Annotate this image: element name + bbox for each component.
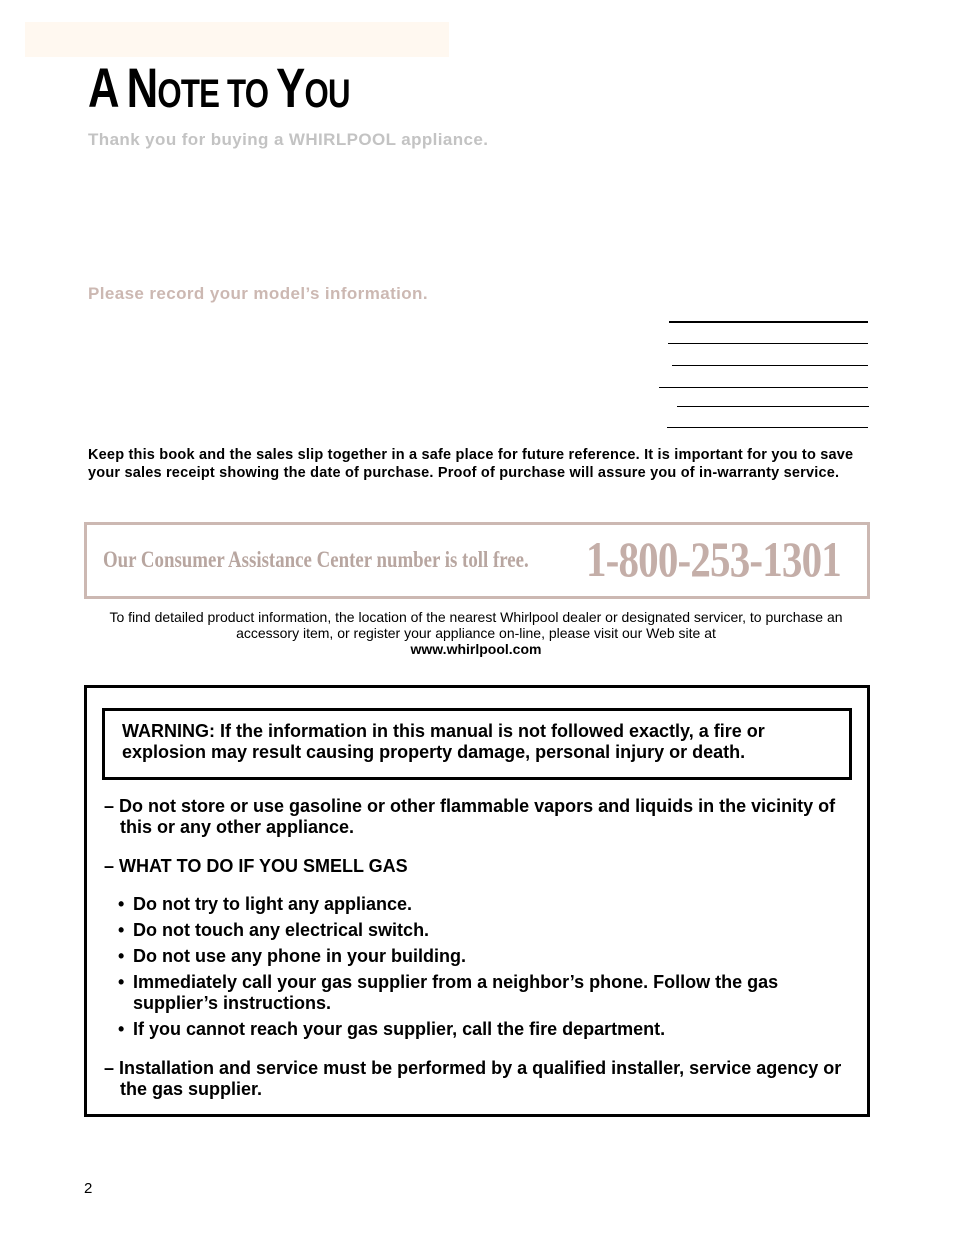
record-line[interactable] — [669, 321, 868, 323]
web-url-link[interactable]: www.whirlpool.com — [410, 641, 542, 657]
bullet-icon: • — [118, 972, 125, 992]
warning-headline-box — [102, 708, 852, 780]
consumer-assistance-callout — [84, 522, 870, 599]
keep-book-notice: Keep this book and the sales slip together in a safe place for future reference. It is important for you to save your sales receipt showing the date of purchase. Proof of purchase will assure you of in-warranty service. — [88, 447, 854, 481]
title-cap-y: Y — [276, 56, 305, 119]
record-line[interactable] — [659, 387, 868, 388]
toll-free-phone-number: 1-800-253-1301 — [586, 531, 841, 587]
list-item: • Do not try to light any appliance. — [118, 894, 413, 914]
page-subtitle: Thank you for buying a WHIRLPOOL appliance. — [88, 130, 489, 149]
list-item: • If you cannot reach your gas supplier, call the fire department. — [118, 1019, 666, 1039]
web-info — [88, 609, 864, 657]
warning-item-smell-gas: – WHAT TO DO IF YOU SMELL GAS — [104, 856, 408, 876]
title-cap-a: A — [88, 56, 119, 119]
bullet-icon: • — [118, 946, 125, 966]
header-tab-bar — [25, 22, 449, 57]
gas-warning-box — [84, 685, 870, 1117]
list-item: • Do not use any phone in your building. — [118, 946, 466, 966]
page-title — [88, 56, 350, 119]
record-line[interactable] — [672, 365, 868, 366]
title-to: TO — [219, 72, 277, 116]
warning-item-installation: – Installation and service must be performed by a qualified installer, service agency or the gas supplier. — [104, 1058, 842, 1099]
consumer-assistance-label: Our Consumer Assistance Center number is toll free. — [103, 547, 529, 572]
web-info-text: To find detailed product information, the location of the nearest Whirlpool dealer or designated servicer, to purchase an accessory item, or register your appliance on-line, please visit our Web site at — [109, 609, 843, 641]
record-line[interactable] — [668, 343, 868, 344]
page-number: 2 — [84, 1180, 93, 1197]
record-line[interactable] — [677, 406, 869, 407]
title-cap-n: N — [126, 56, 158, 119]
bullet-icon: • — [118, 894, 125, 914]
list-item: • Immediately call your gas supplier from a neighbor’s phone. Follow the gas supplier’s instructions. — [118, 972, 779, 1013]
bullet-icon: • — [118, 1019, 125, 1039]
title-rest-y: OU — [304, 72, 350, 116]
list-item: • Do not touch any electrical switch. — [118, 920, 430, 940]
title-rest-n: OTE — [157, 72, 220, 116]
warning-item-flammable: – Do not store or use gasoline or other flammable vapors and liquids in the vicinity of this or any other appliance. — [104, 796, 836, 837]
bullet-icon: • — [118, 920, 125, 940]
warning-headline: WARNING: If the information in this manual is not followed exactly, a fire or explosion may result causing property damage, personal injury or death. — [122, 721, 765, 762]
record-heading: Please record your model’s information. — [88, 284, 428, 303]
smell-gas-steps — [118, 894, 838, 1045]
record-line[interactable] — [667, 427, 868, 428]
